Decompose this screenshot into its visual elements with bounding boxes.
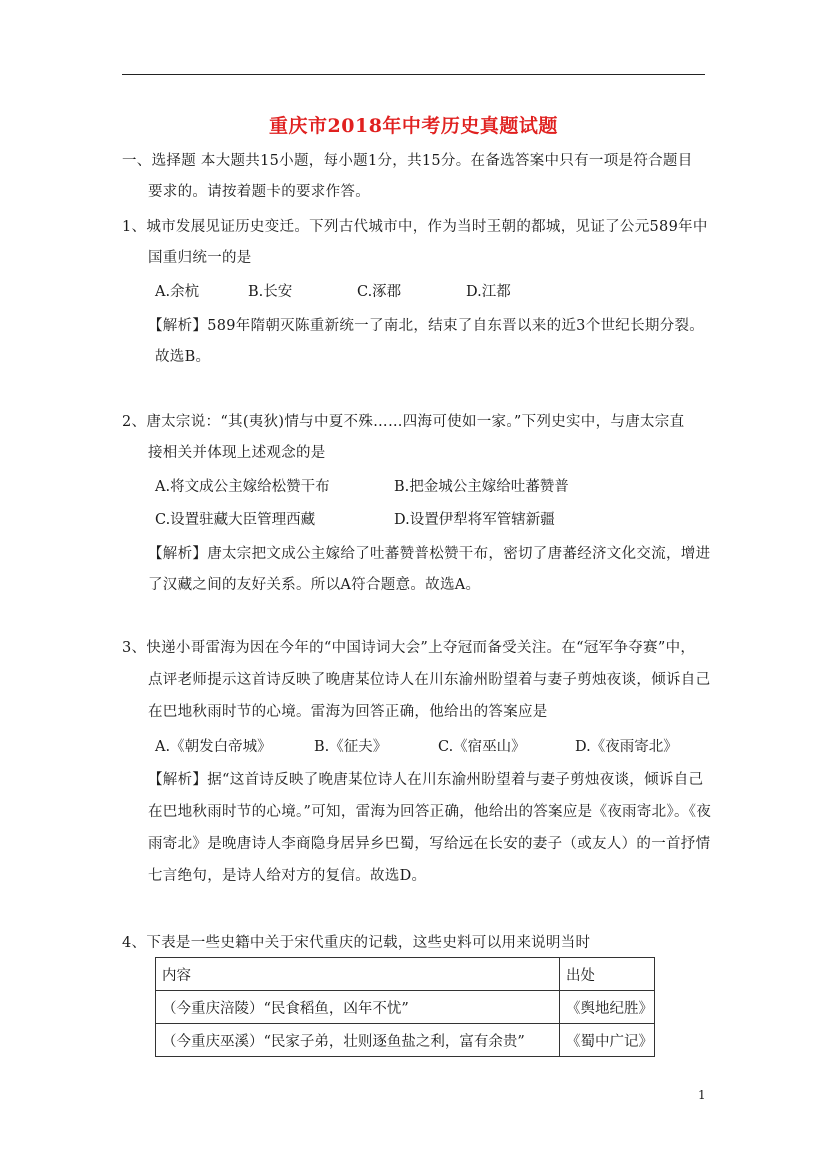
source-table <box>155 957 655 1057</box>
question-2-analysis-cont: 了汉藏之间的友好关系。所以A符合题意。故选A。 <box>148 577 481 593</box>
question-1-stem: 1、城市发展见证历史变迁。下列古代城市中，作为当时王朝的都城，见证了公元589年中 <box>122 219 708 235</box>
question-2-stem: 2、唐太宗说：“其(夷狄)情与中夏不殊……四海可使如一家。”下列史实中，与唐太宗直 <box>122 414 685 430</box>
question-1-analysis: 【解析】589年隋朝灭陈重新统一了南北，结束了自东晋以来的近3个世纪长期分裂。 <box>148 318 705 334</box>
table-cell-content: （今重庆巫溪）“民家子弟，壮则逐鱼盐之利，富有余贵” <box>156 1024 560 1057</box>
question-1-stem-cont: 国重归统一的是 <box>148 250 252 266</box>
question-2-analysis: 【解析】唐太宗把文成公主嫁给了吐蕃赞普松赞干布，密切了唐蕃经济文化交流，增进 <box>148 546 711 562</box>
question-2-option-c: C.设置驻藏大臣管理西藏 <box>155 512 316 528</box>
question-2-option-a: A.将文成公主嫁给松赞干布 <box>155 479 330 495</box>
question-1-analysis-cont: 故选B。 <box>155 349 211 365</box>
table-cell-content: （今重庆涪陵）“民食稻鱼，凶年不忧” <box>156 991 560 1024</box>
question-3-analysis-cont-3: 七言绝句，是诗人给对方的复信。故选D。 <box>148 868 427 884</box>
question-3-stem: 3、快递小哥雷海为因在今年的“中国诗词大会”上夺冠而备受关注。在“冠军争夺赛”中， <box>122 640 696 656</box>
table-row <box>156 991 655 1024</box>
question-3-analysis-cont-1: 在巴地秋雨时节的心境。”可知，雷海为回答正确，他给出的答案应是《夜雨寄北》。《夜 <box>148 804 712 820</box>
header-rule <box>122 74 705 75</box>
page-number: 1 <box>698 1088 706 1102</box>
question-3-stem-cont-2: 在巴地秋雨时节的心境。雷海为回答正确，他给出的答案应是 <box>148 704 548 720</box>
question-1-option-d: D.江都 <box>466 284 511 300</box>
section-heading: 一、选择题 本大题共15小题，每小题1分，共15分。在备选答案中只有一项是符合题目 <box>122 153 693 169</box>
question-2-option-b: B.把金城公主嫁给吐蕃赞普 <box>394 479 569 495</box>
question-4-stem: 4、下表是一些史籍中关于宋代重庆的记载，这些史料可以用来说明当时 <box>122 935 591 951</box>
question-2-option-d: D.设置伊犁将军管辖新疆 <box>394 512 555 528</box>
table-row <box>156 1024 655 1057</box>
question-3-analysis: 【解析】据“这首诗反映了晚唐某位诗人在川东渝州盼望着与妻子剪烛夜谈，倾诉自己 <box>148 772 704 788</box>
question-3-option-a: A.《朝发白帝城》 <box>155 739 272 755</box>
section-heading-cont: 要求的。请按着题卡的要求作答。 <box>148 184 370 200</box>
question-3-option-b: B.《征夫》 <box>314 739 388 755</box>
table-header-source: 出处 <box>560 958 655 991</box>
question-3-stem-cont-1: 点评老师提示这首诗反映了晚唐某位诗人在川东渝州盼望着与妻子剪烛夜谈，倾诉自己 <box>148 672 711 688</box>
question-3-option-d: D.《夜雨寄北》 <box>575 739 678 755</box>
question-1-option-b: B.长安 <box>248 284 293 300</box>
table-cell-source: 《蜀中广记》 <box>560 1024 655 1057</box>
table-header-row <box>156 958 655 991</box>
table-cell-source: 《舆地纪胜》 <box>560 991 655 1024</box>
question-1-option-a: A.余杭 <box>155 284 200 300</box>
page-title: 重庆市2018年中考历史真题试题 <box>269 115 558 137</box>
table-header-content: 内容 <box>156 958 560 991</box>
question-1-option-c: C.涿郡 <box>357 284 402 300</box>
question-3-option-c: C.《宿巫山》 <box>438 739 526 755</box>
question-3-analysis-cont-2: 雨寄北》是晚唐诗人李商隐身居异乡巴蜀，写给远在长安的妻子（或友人）的一首抒情 <box>148 836 711 852</box>
question-2-stem-cont: 接相关并体现上述观念的是 <box>148 445 326 461</box>
